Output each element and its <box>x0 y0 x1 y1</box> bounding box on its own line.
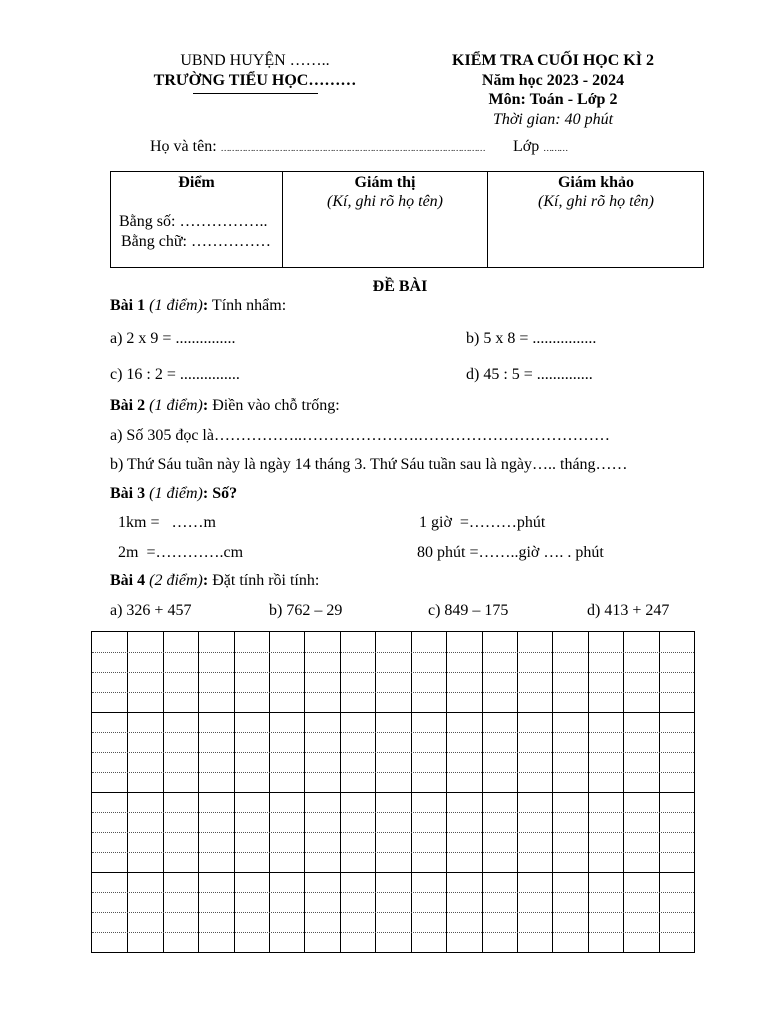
q4-item-b: b) 762 – 29 <box>269 602 343 619</box>
q1-heading: Bài 1 (1 điểm): Tính nhẩm: <box>110 297 287 314</box>
school-year: Năm học 2023 - 2024 <box>481 72 625 89</box>
q1-item-d[interactable]: d) 45 : 5 = .............. <box>466 366 593 383</box>
class-label: Lớp <box>513 138 540 155</box>
exam-title: KIỂM TRA CUỐI HỌC KÌ 2 <box>452 52 654 69</box>
q4-item-a: a) 326 + 457 <box>110 602 192 619</box>
proctor-cell[interactable] <box>282 172 487 267</box>
work-grid[interactable] <box>91 631 695 953</box>
grid-row-line <box>92 872 694 873</box>
grid-row-line <box>92 652 694 653</box>
school-underline <box>193 93 318 94</box>
q3-item-minutes[interactable]: 80 phút =……..giờ …. . phút <box>417 544 604 561</box>
q3-item-km[interactable]: 1km = ……m <box>118 514 216 531</box>
score-number: Bằng số: …………….. <box>119 213 268 230</box>
grid-row-line <box>92 732 694 733</box>
grid-row-line <box>92 852 694 853</box>
q1-item-c[interactable]: c) 16 : 2 = ............... <box>110 366 240 383</box>
grid-row-line <box>92 932 694 933</box>
grid-row-line <box>92 772 694 773</box>
grid-row-line <box>92 912 694 913</box>
grid-row-line <box>92 892 694 893</box>
class-dots: ……… <box>543 143 568 153</box>
grid-row-line <box>92 672 694 673</box>
q3-item-hour[interactable]: 1 giờ =………phút <box>419 514 546 531</box>
district-header: UBND HUYỆN …….. <box>180 52 330 69</box>
grid-row-line <box>92 692 694 693</box>
q4-item-d: d) 413 + 247 <box>587 602 670 619</box>
class-line[interactable] <box>513 138 567 156</box>
q3-item-m[interactable]: 2m =………….cm <box>118 544 244 561</box>
exam-duration: Thời gian: 40 phút <box>492 111 614 128</box>
score-title: Điểm <box>178 174 215 191</box>
q2-item-b[interactable]: b) Thứ Sáu tuần này là ngày 14 tháng 3. Thứ Sáu tuần sau là ngày….. tháng…… <box>110 456 628 473</box>
q1-item-a[interactable]: a) 2 x 9 = ............... <box>110 330 236 347</box>
score-table <box>110 171 704 268</box>
examiner-sub: (Kí, ghi rõ họ tên) <box>538 193 654 210</box>
q4-item-c: c) 849 – 175 <box>428 602 509 619</box>
grid-row-line <box>92 832 694 833</box>
grid-row-line <box>92 752 694 753</box>
school-name: TRƯỜNG TIỂU HỌC……… <box>153 72 357 89</box>
q2-item-a[interactable]: a) Số 305 đọc là……………..………………….……………………………… <box>110 427 610 444</box>
subject-grade: Môn: Toán - Lớp 2 <box>488 91 618 108</box>
examiner-title: Giám khảo <box>557 174 634 191</box>
proctor-title: Giám thị <box>354 174 416 191</box>
q1-item-b[interactable]: b) 5 x 8 = ................ <box>466 330 597 347</box>
score-words: Bằng chữ: …………… <box>121 233 271 250</box>
q4-heading: Bài 4 (2 điểm): Đặt tính rồi tính: <box>110 572 320 589</box>
score-cell[interactable] <box>111 172 282 267</box>
q2-heading: Bài 2 (1 điểm): Điền vào chỗ trống: <box>110 397 340 414</box>
grid-row-line <box>92 812 694 813</box>
examiner-cell[interactable] <box>487 172 704 267</box>
name-label: Họ và tên: <box>150 138 217 155</box>
section-title: ĐỀ BÀI <box>372 278 428 295</box>
grid-row-line <box>92 712 694 713</box>
q3-heading: Bài 3 (1 điểm): Số? <box>110 485 238 502</box>
student-name-line[interactable] <box>150 138 485 156</box>
grid-row-line <box>92 792 694 793</box>
proctor-sub: (Kí, ghi rõ họ tên) <box>327 193 443 210</box>
name-dots: ……………………………………………………………………………………… <box>220 143 485 153</box>
